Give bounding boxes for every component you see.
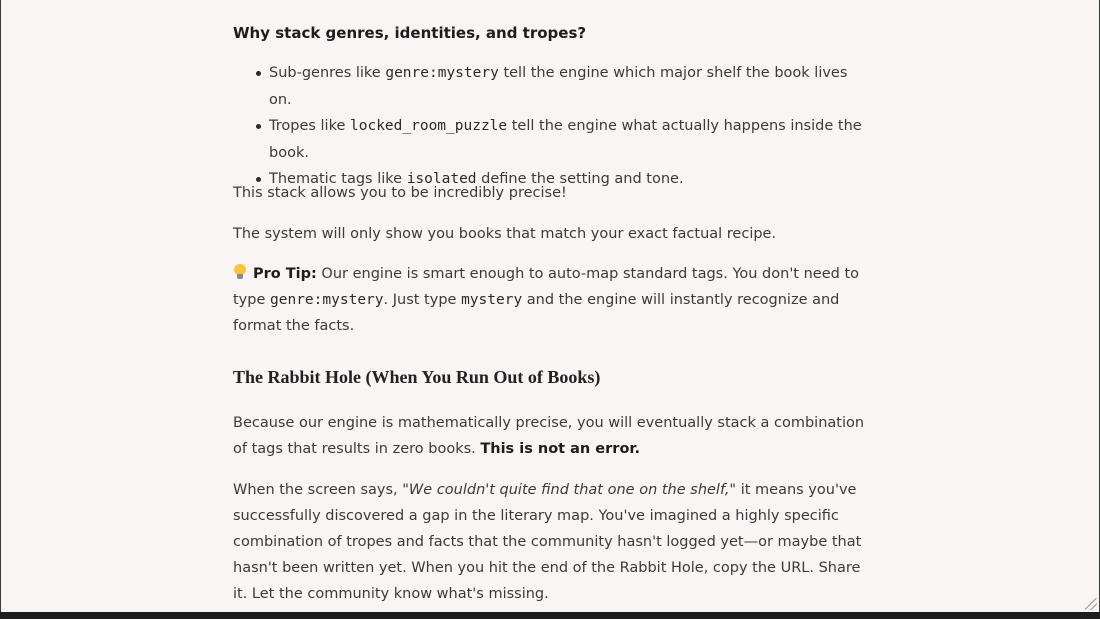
resize-grip-icon[interactable] (1085, 598, 1097, 610)
gap-discovery-paragraph (233, 477, 865, 607)
paragraph-text: Because our engine is mathematically precise, you will eventually stack a combination of tags that results in zero books. (233, 415, 865, 457)
pro-tip-label: Pro Tip: (253, 266, 317, 282)
paragraph-text: it means you've successfully discovered a gap in the literary map. You've imagined a highly specific combination of tropes and facts that the community hasn't logged yet—or maybe that hasn't been written yet. When you hit the end of the Rabbit Hole, copy the URL. Share it. Let the community know what's missing. (233, 482, 862, 602)
section-question-heading: Why stack genres, identities, and tropes? (233, 24, 587, 42)
shelf-quote: "We couldn't quite find that one on the shelf," (402, 482, 737, 498)
list-item-text: define the setting and tone. (476, 171, 684, 187)
zero-results-paragraph (233, 410, 865, 462)
inline-code: genre:mystery (385, 65, 499, 81)
list-item (269, 60, 869, 113)
pro-tip-text: Our engine is smart enough to auto-map standard tags. You don't need to type (233, 266, 860, 308)
stack-precise-paragraph: This stack allows you to be incredibly precise! (233, 185, 567, 201)
not-an-error-emphasis: This is not an error. (480, 441, 640, 457)
list-item-text: tell the engine which major shelf the book lives on. (269, 65, 848, 108)
inline-code: genre:mystery (270, 292, 384, 308)
list-item-text: Thematic tags like (269, 171, 407, 187)
inline-code: locked_room_puzzle (350, 118, 508, 134)
rabbit-hole-heading: The Rabbit Hole (When You Run Out of Books) (233, 367, 601, 387)
pro-tip-paragraph (233, 261, 865, 339)
list-item-text: Sub-genres like (269, 65, 386, 81)
lightbulb-icon (233, 264, 247, 280)
list-item-text: tell the engine what actually happens inside the book. (269, 118, 862, 161)
inline-code: isolated (406, 171, 477, 187)
list-item (269, 113, 869, 166)
inline-code: mystery (461, 292, 523, 308)
pro-tip-text: and the engine will instantly recognize and format the facts. (233, 292, 840, 334)
list-item-text: Tropes like (269, 118, 350, 134)
paragraph-text: When the screen says, (233, 482, 403, 498)
tag-stack-list (233, 60, 869, 193)
pro-tip-text: . Just type (383, 292, 462, 308)
system-recipe-paragraph: The system will only show you books that match your exact factual recipe. (233, 226, 777, 242)
bottom-edge-bar (0, 612, 1100, 619)
